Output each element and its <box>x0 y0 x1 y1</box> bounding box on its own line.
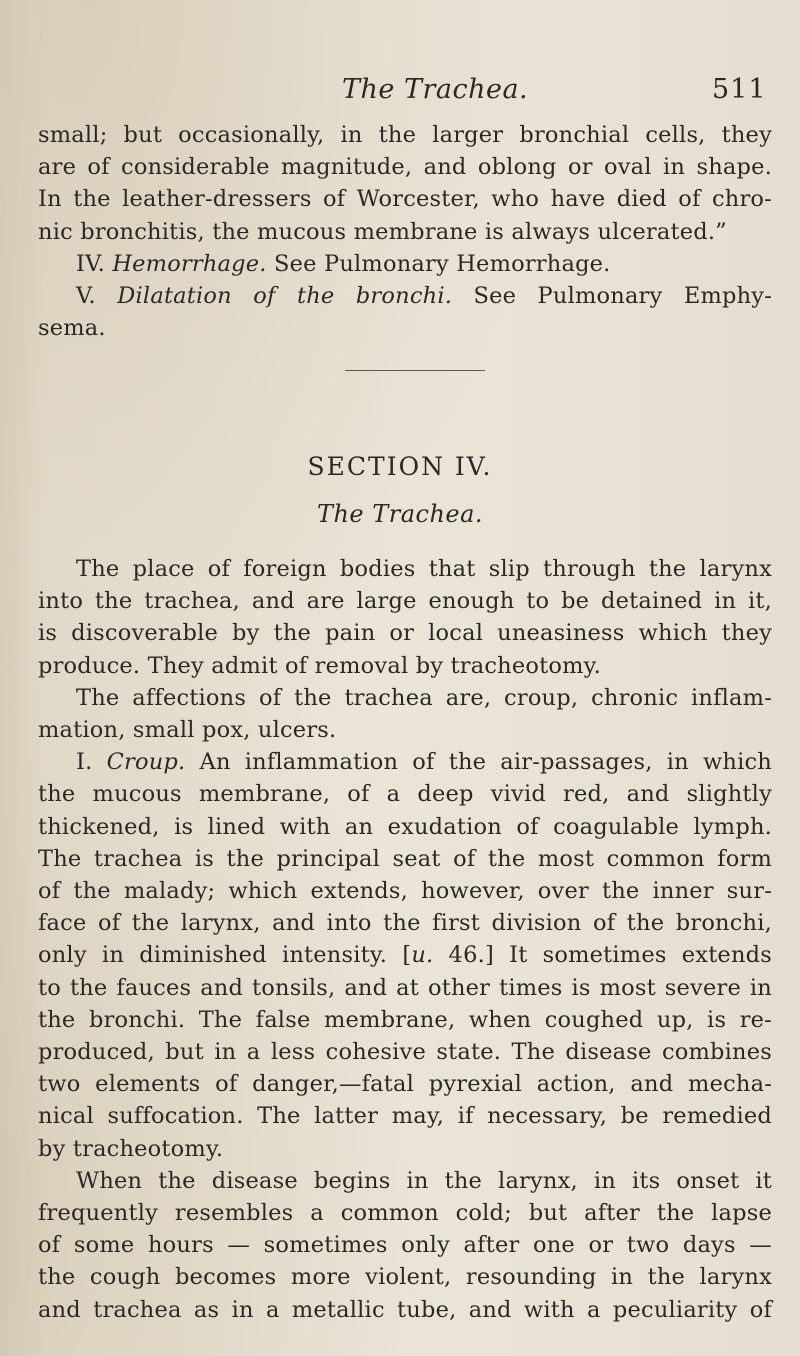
reference-line <box>38 939 772 971</box>
text-line: face of the larynx, and into the first division of the bronchi, <box>38 910 772 937</box>
text-line: two elements of danger,—fatal pyrexial action, and mecha- <box>38 1071 772 1098</box>
text-line: When the disease begins in the larynx, in its onset it <box>76 1167 772 1194</box>
text-line: In the leather-dressers of Worcester, who have died of chro- <box>38 186 772 213</box>
text-line: produced, but in a less cohesive state. The disease combines <box>38 1039 772 1066</box>
paragraph-foreign-bodies <box>38 553 772 1326</box>
text-line: the cough becomes more violent, resounding in the larynx <box>38 1264 772 1291</box>
text-line: The affections of the trachea are, croup, chronic inflam- <box>76 684 772 711</box>
item-title: Hemorrhage. <box>112 250 267 277</box>
item-numeral: V. <box>76 283 96 310</box>
item-title: Croup. <box>106 749 186 776</box>
text-line: and trachea as in a metallic tube, and with a peculiarity of <box>38 1296 772 1323</box>
item-numeral: I. <box>76 749 93 776</box>
text-line: thickened, is lined with an exudation of coagulable lymph. <box>38 813 772 840</box>
text-line: the mucous membrane, of a deep vivid red, and slightly <box>38 781 772 808</box>
croup-heading-line <box>38 746 772 778</box>
continued-text-block <box>38 119 772 344</box>
item-numeral: IV. <box>76 250 105 277</box>
text-line: into the trachea, and are large enough to be detained in it, <box>38 588 772 615</box>
item-title: Dilatation of the bronchi. <box>117 283 453 310</box>
text-line: is discoverable by the pain or local uneasiness which they <box>38 620 772 647</box>
text-line: produce. They admit of removal by tracheotomy. <box>38 652 601 679</box>
text-line: to the fauces and tonsils, and at other times is most severe in <box>38 974 772 1001</box>
text-line: small; but occasionally, in the larger bronchial cells, they <box>38 122 772 148</box>
text-fragment: only in diminished intensity. [ <box>38 942 412 969</box>
section-subtitle: The Trachea. <box>316 500 484 528</box>
text-line: are of considerable magnitude, and oblong or oval in shape. <box>38 154 772 181</box>
text-line: of some hours — sometimes only after one or two days — <box>38 1232 772 1259</box>
text-line: nic bronchitis, the mucous membrane is always ulcerated.” <box>38 218 727 245</box>
text-line: The trachea is the principal seat of the most common form <box>38 845 772 872</box>
text-line: frequently resembles a common cold; but after the lapse <box>38 1200 772 1227</box>
reference-mark: u. <box>411 942 434 969</box>
text-fragment: An inflammation of the air-passages, in which <box>199 749 772 776</box>
running-title: The Trachea. <box>342 74 529 105</box>
text-line: by tracheotomy. <box>38 1135 224 1162</box>
text-line: nical suffocation. The latter may, if necessary, be remedied <box>38 1103 772 1130</box>
text-line: sema. <box>38 315 106 342</box>
text-line: The place of foreign bodies that slip through the larynx <box>76 556 772 582</box>
running-head <box>0 74 800 114</box>
section-heading: SECTION IV. <box>307 452 493 481</box>
text-line: mation, small pox, ulcers. <box>38 717 337 744</box>
item-reference: See Pulmonary Emphy- <box>473 283 772 310</box>
page-number: 511 <box>712 74 767 105</box>
item-dilatation <box>38 280 772 312</box>
text-line: of the malady; which extends, however, over the inner sur- <box>38 878 772 905</box>
text-line: the bronchi. The false membrane, when coughed up, is re- <box>38 1006 772 1033</box>
section-divider <box>345 370 485 371</box>
item-reference: See Pulmonary Hemorrhage. <box>274 250 611 277</box>
item-hemorrhage <box>38 248 772 280</box>
text-fragment: 46.] It sometimes extends <box>433 942 772 969</box>
